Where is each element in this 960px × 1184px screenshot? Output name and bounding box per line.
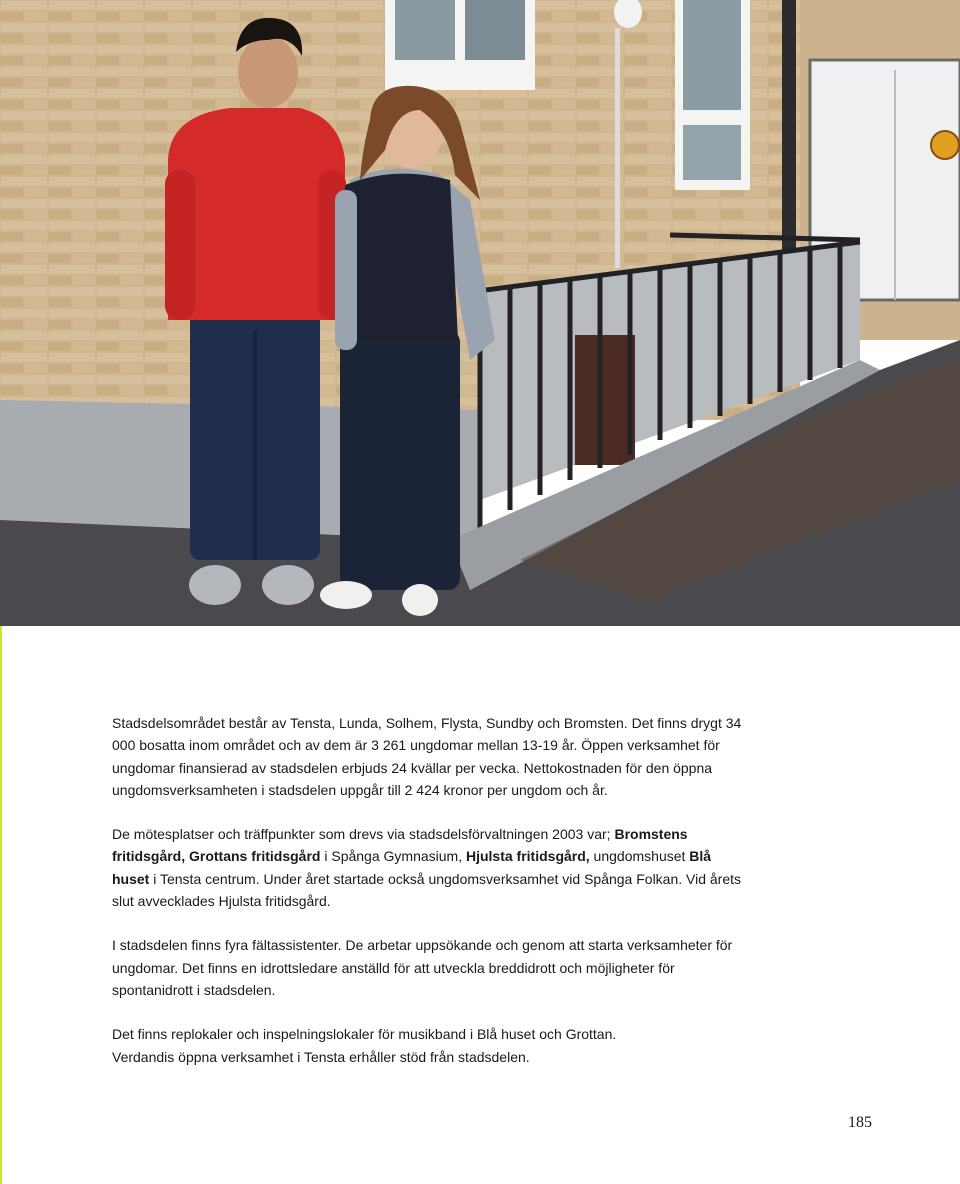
bold-text: Blå huset	[112, 848, 712, 887]
paragraph	[112, 934, 752, 1001]
accent-line	[0, 626, 2, 1184]
text-segment: i Spånga Gymnasium,	[320, 848, 466, 865]
text-segment: i Tensta centrum. Under året startade också ungdomsverksamhet vid Spånga Folkan. Vid årets slut avvecklades Hjulsta fritidsgård.	[112, 870, 742, 910]
paragraph	[112, 823, 752, 912]
text-segment: Det finns replokaler och inspelningslokaler för musikband i Blå huset och Grottan. Verdandis öppna verksamhet i Tensta erhåller stöd från stadsdelen.	[112, 1026, 617, 1065]
bold-text: Bromstens fritidsgård, Grottans fritidsgård	[112, 826, 688, 865]
text-segment: I stadsdelen finns fyra fältassistenter. De arbetar uppsökande och genom att starta verksamheter för ungdomar. Det finns en idrottsledare anställd för att utveckla breddidrott och möjligheter för spontanidrott i stadsdelen.	[112, 937, 733, 998]
body-text	[112, 712, 752, 1090]
bold-text: Hjulsta fritidsgård,	[465, 848, 590, 865]
text-segment: De mötesplatser och träffpunkter som drevs via stadsdelsförvaltningen 2003 var;	[112, 826, 615, 843]
paragraph	[112, 1023, 752, 1068]
paragraph	[112, 712, 752, 801]
text-segment: Stadsdelsområdet består av Tensta, Lunda, Solhem, Flysta, Sundby och Bromsten. Det finns drygt 34 000 bosatta inom området och av dem är 3 261 ungdomar mellan 13-19 år. Öppen verksamhet för ungdomar finansierad av stadsdelen erbjuds 24 kvällar per vecka. Nettokostnaden för den öppna ungdomsverksamheten i stadsdelen uppgår till 2 424 kronor per ungdom och år.	[112, 715, 742, 798]
page-number: 185	[848, 1114, 872, 1131]
text-segment: ungdomshuset	[589, 848, 690, 865]
